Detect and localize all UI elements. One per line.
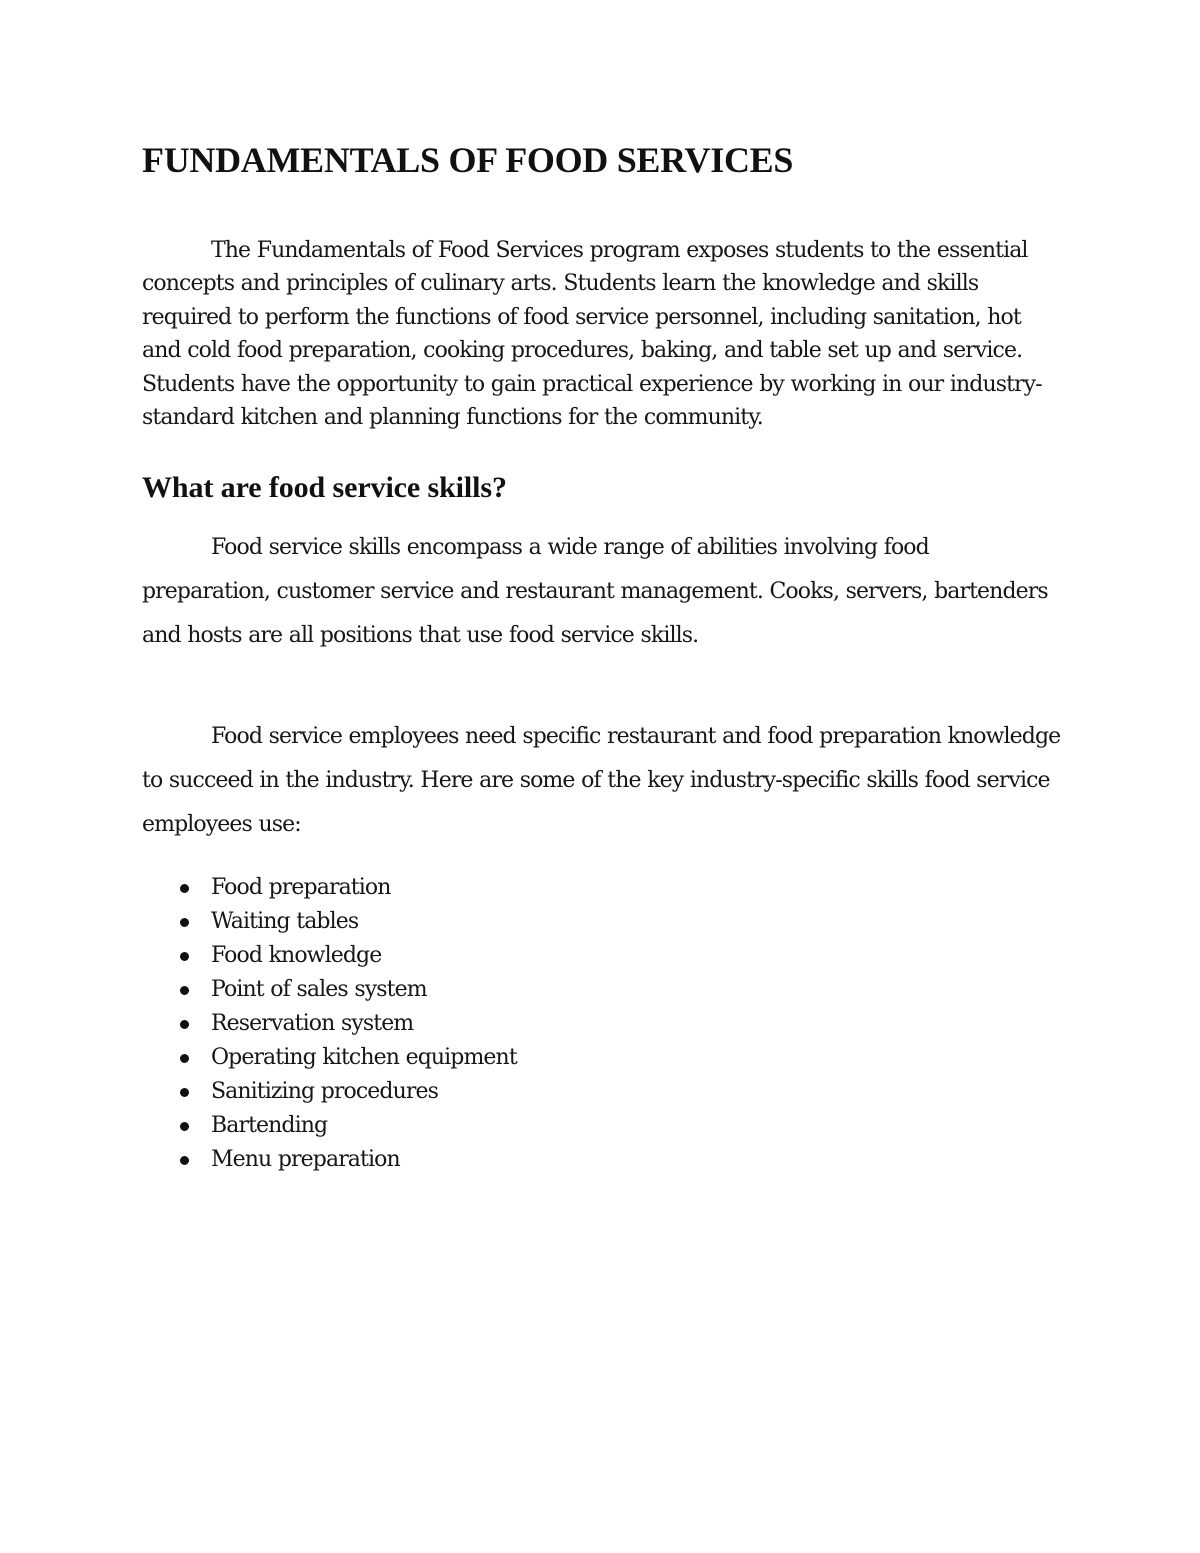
list-item-text: Operating kitchen equipment bbox=[211, 1045, 517, 1071]
bullet-icon bbox=[180, 952, 189, 961]
bullet-icon bbox=[180, 884, 189, 893]
bullet-icon bbox=[180, 986, 189, 995]
list-item-text: Menu preparation bbox=[211, 1147, 400, 1173]
list-item-text: Waiting tables bbox=[211, 909, 359, 935]
list-item-text: Point of sales system bbox=[211, 977, 427, 1003]
section-heading: What are food service skills? bbox=[142, 471, 507, 505]
list-item bbox=[142, 1143, 1062, 1177]
list-item-text: Bartending bbox=[211, 1113, 328, 1139]
list-item-text: Sanitizing procedures bbox=[211, 1079, 439, 1105]
skills-list bbox=[142, 871, 1062, 1177]
list-item bbox=[142, 871, 1062, 905]
bullet-icon bbox=[180, 918, 189, 927]
bullet-icon bbox=[180, 1088, 189, 1097]
skills-description-paragraph: Food service skills encompass a wide range of abilities involving food preparation, customer service and restaurant management. Cooks, servers, bartenders and hosts are all positions that use food service skills. bbox=[142, 535, 1048, 649]
list-item-text: Food knowledge bbox=[211, 943, 382, 969]
intro-paragraph: The Fundamentals of Food Services program exposes students to the essential concepts and principles of culinary arts. Students learn the knowledge and skills required to perform the functions of food service personnel, including sanitation, hot and cold food preparation, cooking procedures, baking, and table set up and service. Students have the opportunity to gain practical experience by working in our industry-standard kitchen and planning functions for the community. bbox=[142, 238, 1042, 431]
document-title: FUNDAMENTALS OF FOOD SERVICES bbox=[142, 140, 794, 180]
list-item bbox=[142, 1075, 1062, 1109]
list-item bbox=[142, 973, 1062, 1007]
list-item-text: Reservation system bbox=[211, 1011, 414, 1037]
bullet-icon bbox=[180, 1054, 189, 1063]
skills-intro-paragraph: Food service employees need specific restaurant and food preparation knowledge to succeed in the industry. Here are some of the key industry-specific skills food service employees use: bbox=[142, 724, 1061, 838]
list-item-text: Food preparation bbox=[211, 875, 391, 901]
list-item bbox=[142, 1109, 1062, 1143]
bullet-icon bbox=[180, 1156, 189, 1165]
document-body bbox=[142, 136, 1062, 1177]
bullet-icon bbox=[180, 1020, 189, 1029]
bullet-icon bbox=[180, 1122, 189, 1131]
list-item bbox=[142, 939, 1062, 973]
list-item bbox=[142, 1007, 1062, 1041]
list-item bbox=[142, 1041, 1062, 1075]
list-item bbox=[142, 905, 1062, 939]
